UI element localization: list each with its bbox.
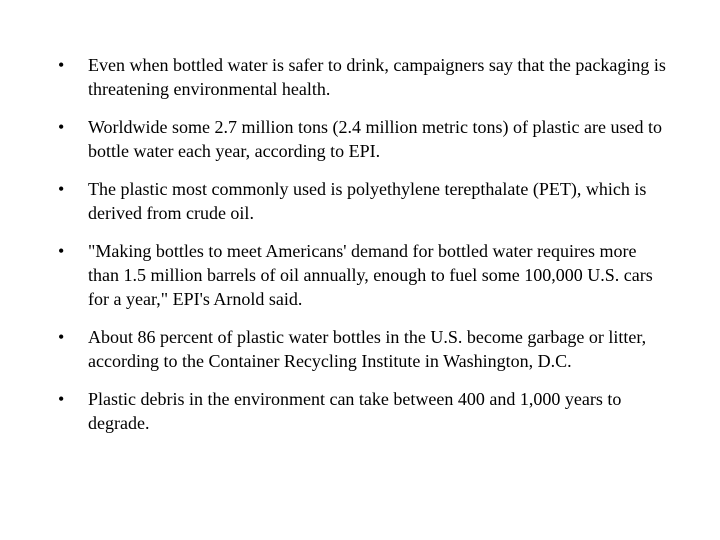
bullet-list — [58, 53, 668, 449]
bullet-icon: • — [58, 241, 65, 261]
bullet-text: Even when bottled water is safer to drink, campaigners say that the packaging is threatening environmental health. — [88, 55, 666, 99]
bullet-item — [58, 325, 668, 373]
bullet-icon: • — [58, 327, 65, 347]
bullet-text: "Making bottles to meet Americans' demand for bottled water requires more than 1.5 million barrels of oil annually, enough to fuel some 100,000 U.S. cars for a year," EPI's Arnold said. — [88, 241, 653, 309]
bullet-icon: • — [58, 389, 65, 409]
bullet-item — [58, 239, 668, 311]
bullet-item — [58, 387, 668, 435]
bullet-text: Worldwide some 2.7 million tons (2.4 million metric tons) of plastic are used to bottle water each year, according to EPI. — [88, 117, 662, 161]
bullet-text: The plastic most commonly used is polyethylene terepthalate (PET), which is derived from crude oil. — [88, 179, 647, 223]
bullet-item — [58, 177, 668, 225]
bullet-icon: • — [58, 117, 65, 137]
bullet-icon: • — [58, 179, 65, 199]
bullet-item — [58, 115, 668, 163]
bullet-text: About 86 percent of plastic water bottles in the U.S. become garbage or litter, according to the Container Recycling Institute in Washington, D.C. — [88, 327, 647, 371]
bullet-icon: • — [58, 55, 65, 75]
bullet-text: Plastic debris in the environment can take between 400 and 1,000 years to degrade. — [88, 389, 622, 433]
bullet-item — [58, 53, 668, 101]
